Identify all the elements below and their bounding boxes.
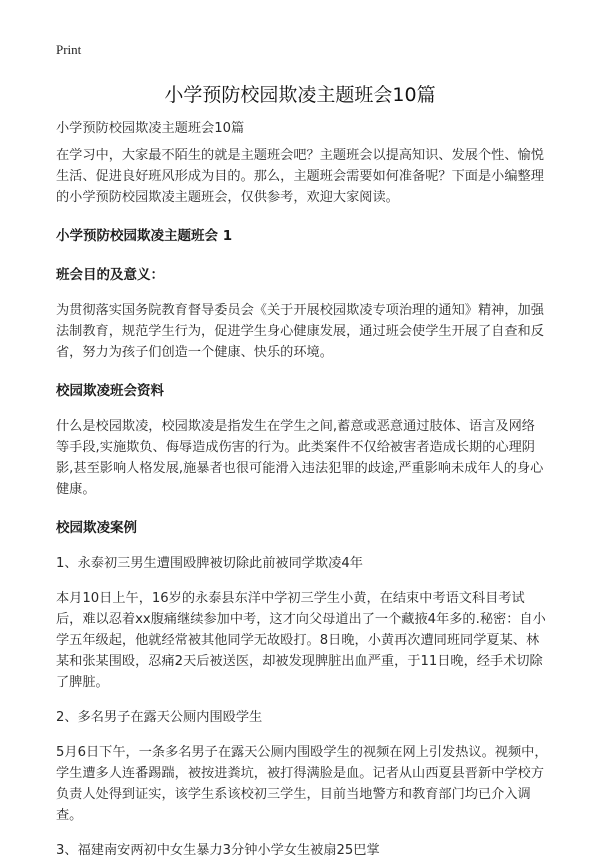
intro-paragraph: 在学习中，大家最不陌生的就是主题班会吧？主题班会以提高知识、发展个性、愉悦生活、促进良好班风形成为目的。那么，主题班会需要如何准备呢？下面是小编整理的小学预防校园欺凌主题班会，仅供参考，欢迎大家阅读。 [56, 148, 544, 205]
article-subtitle: 小学预防校园欺凌主题班会10篇 [56, 121, 245, 136]
article-body [56, 118, 548, 861]
page-title: 小学预防校园欺凌主题班会10篇 [164, 84, 436, 106]
purpose-heading: 班会目的及意义： [56, 267, 164, 283]
case1-paragraph: 本月10日上午，16岁的永泰县东洋中学初三学生小黄，在结束中考语文科目考试后，难以忍着xx腹痛继续参加中考，这才向父母道出了一个藏掖4年多的.秘密：自小学五年级起，他就经常被其他同学无故殴打。8日晚，小黄再次遭同班同学夏某、林某和张某围殴，忍痛2天后被送医，却被发现脾脏出血严重，于11日晚，经手术切除了脾脏。 [56, 591, 546, 690]
print-link[interactable]: Print [56, 42, 82, 57]
case2-title: 2、多名男子在露天公厕内围殴学生 [56, 710, 263, 725]
section-title: 小学预防校园欺凌主题班会 1 [56, 228, 233, 244]
material-paragraph: 什么是校园欺凌，校园欺凌是指发生在学生之间,蓄意或恶意通过肢体、语言及网络等手段,实施欺负、侮辱造成伤害的行为。此类案件不仅给被害者造成长期的心理阴影,甚至影响人格发展,施暴者也很可能滑入违法犯罪的歧途,严重影响未成年人的身心健康。 [56, 419, 544, 497]
case3-title: 3、福建南安两初中女生暴力3分钟小学女生被扇25巴掌 [56, 843, 380, 858]
material-heading: 校园欺凌班会资料 [56, 383, 164, 399]
cases-heading: 校园欺凌案例 [56, 520, 137, 536]
case2-paragraph: 5月6日下午，一条多名男子在露天公厕内围殴学生的视频在网上引发热议。视频中，学生遭多人连番踢踹，被按进粪坑，被打得满脸是血。记者从山西夏县晋新中学校方负责人处得到证实，该学生系该校初三学生，目前当地警方和教育部门均已介入调查。 [56, 745, 548, 823]
case1-title: 1、永泰初三男生遭围殴脾被切除此前被同学欺凌4年 [56, 556, 363, 571]
purpose-paragraph: 为贯彻落实国务院教育督导委员会《关于开展校园欺凌专项治理的通知》精神，加强法制教育，规范学生行为，促进学生身心健康发展，通过班会使学生开展了自查和反省，努力为孩子们创造一个健康、快乐的环境。 [56, 303, 544, 360]
